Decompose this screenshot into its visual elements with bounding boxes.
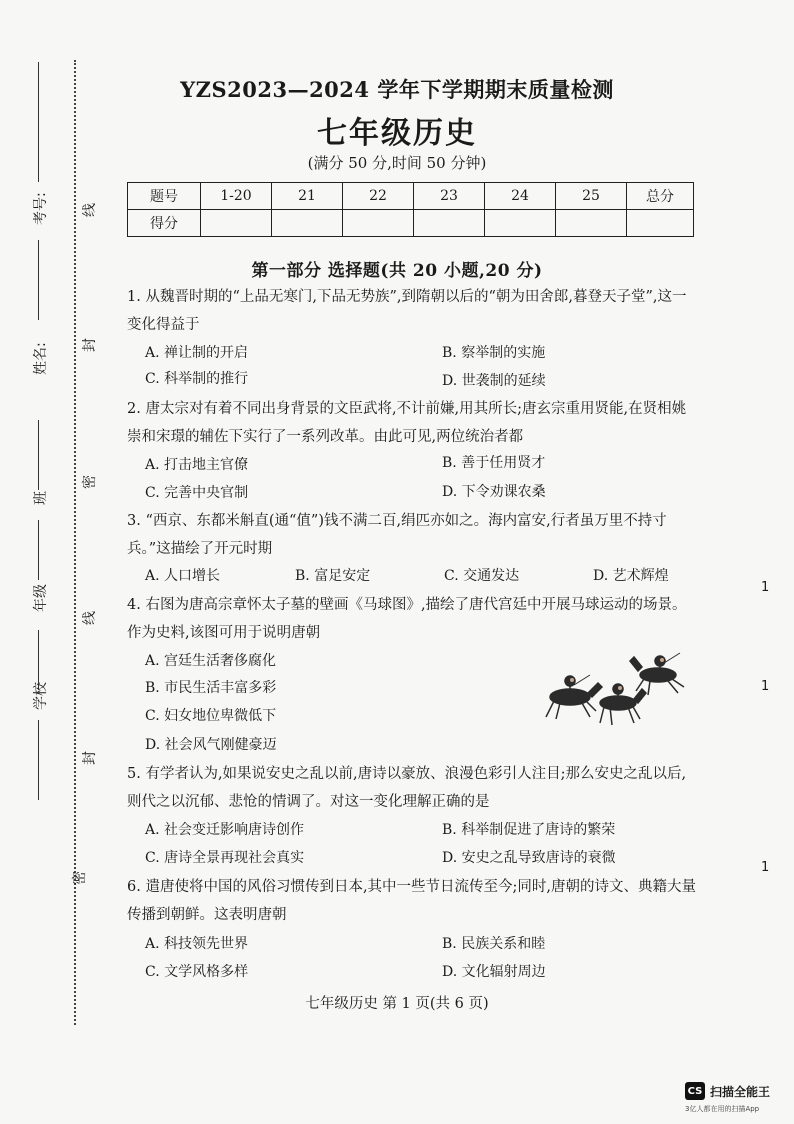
question-1-option-b: B. 察举制的实施 — [442, 345, 546, 361]
question-4-option-d: D. 社会风气刚健豪迈 — [145, 737, 277, 753]
question-6-option-c: C. 文学风格多样 — [145, 964, 249, 980]
exam-title: YZS2023—2024 学年下学期期末质量检测 — [180, 77, 614, 102]
question-4-option-c: C. 妇女地位卑微低下 — [145, 708, 277, 724]
seal-char-seal-2: 封 — [82, 751, 98, 765]
table-cell: 1-20 — [201, 183, 272, 210]
question-3-option-c: C. 交通发达 — [444, 568, 520, 584]
table-cell: 总分 — [627, 183, 694, 210]
grade-label: 年级 — [33, 584, 49, 612]
side-page-number: 1 — [761, 580, 770, 595]
question-2-option-c: C. 完善中央官制 — [145, 485, 249, 501]
scanner-logo-icon: CS — [685, 1082, 705, 1100]
table-cell: 23 — [414, 183, 485, 210]
table-cell: 25 — [556, 183, 627, 210]
question-1-option-d: D. 世袭制的延续 — [442, 373, 546, 389]
class-label: 班 — [33, 491, 49, 505]
school-label: 学校 — [33, 682, 49, 710]
table-cell: 得分 — [128, 210, 201, 237]
score-table — [127, 182, 694, 237]
page-footer: 七年级历史 第 1 页(共 6 页) — [305, 996, 489, 1012]
question-3-option-d: D. 艺术辉煌 — [593, 568, 669, 584]
side-page-number: 1 — [761, 860, 770, 875]
class-blank — [38, 420, 39, 490]
score-blank-cell — [627, 210, 694, 237]
school-blank — [38, 630, 39, 690]
school-blank-2 — [38, 720, 39, 800]
question-4-option-a: A. 宫廷生活奢侈腐化 — [145, 653, 277, 669]
score-blank-cell — [272, 210, 343, 237]
score-time-info: (满分 50 分,时间 50 分钟) — [307, 154, 487, 172]
scanner-name: 扫描全能王 — [710, 1084, 771, 1099]
score-blank-cell — [343, 210, 414, 237]
score-blank-cell — [485, 210, 556, 237]
score-table-header-row — [128, 183, 694, 210]
scanner-tagline: 3亿人都在用的扫描App — [685, 1105, 760, 1113]
seal-char-line: 线 — [82, 203, 98, 217]
seal-char-seal: 封 — [82, 338, 98, 352]
table-cell: 24 — [485, 183, 556, 210]
question-1-stem: 1. 从魏晋时期的“上品无寒门,下品无势族”,到隋朝以后的“朝为田舍郎,暮登天子堂”,这一变化得益于 — [127, 289, 687, 333]
question-5-option-b: B. 科举制促进了唐诗的繁荣 — [442, 822, 616, 838]
table-cell: 题号 — [128, 183, 201, 210]
score-blank-cell — [556, 210, 627, 237]
section-title: 第一部分 选择题(共 20 小题,20 分) — [251, 261, 543, 281]
scanner-badge — [685, 1082, 770, 1100]
question-5-option-d: D. 安史之乱导致唐诗的衰微 — [442, 850, 616, 866]
exam-number-label: 考号: — [33, 192, 49, 225]
question-2-stem: 2. 唐太宗对有着不同出身背景的文臣武将,不计前嫌,用其所长;唐玄宗重用贤能,在贤相姚崇和宋璟的辅佐下实行了一系列改革。由此可见,两位统治者都 — [127, 401, 687, 445]
question-5-option-a: A. 社会变迁影响唐诗创作 — [145, 822, 305, 838]
question-6-option-b: B. 民族关系和睦 — [442, 936, 546, 952]
seal-char-secret: 密 — [82, 475, 98, 489]
side-page-number: 1 — [761, 679, 770, 694]
grade-blank — [38, 520, 39, 580]
question-2-option-a: A. 打击地主官僚 — [145, 457, 249, 473]
question-6-option-a: A. 科技领先世界 — [145, 936, 249, 952]
question-2-option-d: D. 下令劝课农桑 — [442, 484, 546, 500]
question-2-option-b: B. 善于任用贤才 — [442, 455, 546, 471]
table-cell: 21 — [272, 183, 343, 210]
score-blank-cell — [201, 210, 272, 237]
seal-char-secret-2: 密 — [72, 871, 88, 885]
seal-char-line-2: 线 — [82, 611, 98, 625]
question-3-stem: 3. “西京、东都米斛直(通“值”)钱不满二百,绢匹亦如之。海内富安,行者虽万里不持寸兵。”这描绘了开元时期 — [127, 513, 667, 557]
question-5-stem: 5. 有学者认为,如果说安史之乱以前,唐诗以豪放、浪漫色彩引人注目;那么安史之乱以后,则代之以沉郁、悲怆的情调了。对这一变化理解正确的是 — [127, 766, 687, 810]
subject-title: 七年级历史 — [317, 116, 477, 151]
question-4-stem: 4. 右图为唐高宗章怀太子墓的壁画《马球图》,描绘了唐代宫廷中开展马球运动的场景。作为史料,该图可用于说明唐朝 — [127, 597, 687, 641]
name-label: 姓名: — [33, 342, 49, 375]
score-table-score-row — [128, 210, 694, 237]
polo-mural-image — [540, 645, 700, 730]
question-1-option-a: A. 禅让制的开启 — [145, 345, 249, 361]
question-3-option-b: B. 富足安定 — [295, 568, 371, 584]
question-1-option-c: C. 科举制的推行 — [145, 371, 249, 387]
question-6-stem: 6. 遣唐使将中国的风俗习惯传到日本,其中一些节日流传至今;同时,唐朝的诗文、典籍大量传播到朝鲜。这表明唐朝 — [127, 879, 697, 923]
question-6-option-d: D. 文化辐射周边 — [442, 964, 546, 980]
score-blank-cell — [414, 210, 485, 237]
question-5-option-c: C. 唐诗全景再现社会真实 — [145, 850, 305, 866]
table-cell: 22 — [343, 183, 414, 210]
question-3-option-a: A. 人口增长 — [145, 568, 221, 584]
question-4-option-b: B. 市民生活丰富多彩 — [145, 680, 277, 696]
